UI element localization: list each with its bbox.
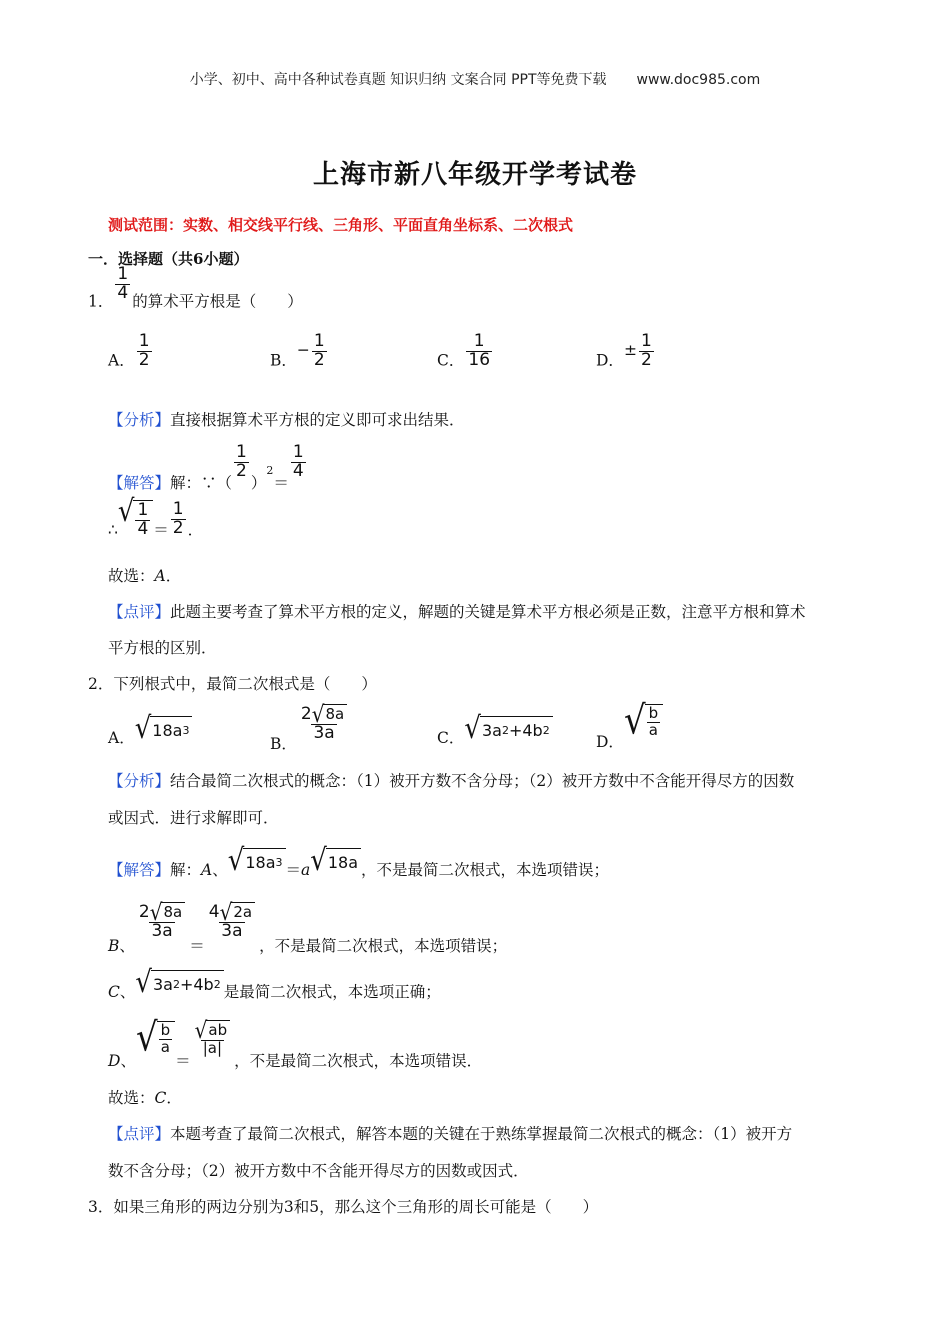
- q1-option-c[interactable]: C． $\frac{1}{16}$: [437, 331, 491, 370]
- q1-option-b-fraction: $\frac{1}{2}$: [313, 331, 325, 370]
- q1-analysis: 【分析】直接根据算术平方根的定义即可求出结果．: [108, 411, 465, 429]
- q2-option-d[interactable]: D． √ $\frac{b}{a}$: [596, 704, 663, 739]
- page-header: [0, 69, 950, 89]
- comment-tag: 【点评】: [108, 603, 171, 621]
- q2-answer-a: 【解答】解：A、 √ 18a 3 ＝a √ 18a ，不是最简二次根式，本选项错误；: [108, 843, 610, 879]
- q2-answer-b: B、 2 √ 8a 3a ＝ 4 √ 2a 3a ，不是最简二次根式，本选项错误；: [108, 898, 508, 956]
- q1-comment-line-2: 平方根的区别．: [108, 639, 217, 657]
- q2-stem: 2．下列根式中，最简二次根式是（ ）: [88, 675, 377, 693]
- q1-option-b[interactable]: B．− $\frac{1}{2}$: [270, 331, 325, 370]
- q1-half: $\frac{1}{2}$: [172, 499, 184, 538]
- test-scope: 测试范围：实数、相交线平行线、三角形、平面直角坐标系、二次根式: [108, 216, 574, 234]
- q1-option-c-fraction: $\frac{1}{16}$: [468, 331, 491, 370]
- q1-number: 1．: [88, 292, 114, 311]
- q1-stem: [88, 264, 303, 321]
- q1-comment-line-1: 【点评】此题主要考查了算术平方根的定义，解题的关键是算术平方根必须是正数，注意平方根和算术: [108, 603, 806, 621]
- q1-option-d[interactable]: D．± $\frac{1}{2}$: [596, 331, 652, 370]
- q2-answer-c: C、 √ 3a 2 +4b 2 是最简二次根式，本选项正确；: [108, 965, 441, 1001]
- q1-choice: 故选：A．: [108, 567, 182, 585]
- q1-answer-frac-2: $\frac{1}{4}$: [292, 442, 304, 481]
- q2-answer-d: D、 √ $\frac{b}{a}$ ＝ √ ab |a| ，不是最简二次根式，本选项错误．: [108, 1015, 483, 1071]
- q3-stem: 3．如果三角形的两边分别为3和5，那么这个三角形的周长可能是（ ）: [88, 1198, 599, 1216]
- q1-stem-fraction: $\frac{1}{4}$: [117, 264, 129, 303]
- q2-choice: 故选：C．: [108, 1089, 182, 1107]
- q1-option-d-fraction: $\frac{1}{2}$: [640, 331, 652, 370]
- analysis-tag: 【分析】: [108, 411, 171, 429]
- header-text: 小学、初中、高中各种试卷真题 知识归纳 文案合同 PPT等免费下载: [189, 72, 607, 88]
- header-url[interactable]: www.doc985.com: [636, 72, 761, 88]
- section-heading: 一．选择题（共6小题）: [88, 250, 249, 268]
- q2-comment-line-2: 数不含分母；（2）被开方数中不含能开得尽方的因数或因式．: [108, 1162, 529, 1180]
- q2-analysis-line-1: 【分析】结合最简二次根式的概念：（1）被开方数不含分母；（2）被开方数中不含能开得尽方的因数: [108, 772, 795, 790]
- q2-option-a[interactable]: A． √ 18a 3: [108, 716, 192, 742]
- q2-option-b[interactable]: B． 2 √ 8a 3a: [270, 704, 351, 743]
- q2-option-c[interactable]: C． √ 3a 2 +4b 2: [437, 716, 553, 742]
- q1-sqrt-quarter: √ $\frac{1}{4}$: [118, 500, 153, 539]
- q1-answer: 【解答】解：∵（ $\frac{1}{2}$ ）2＝ $\frac{1}{4}$: [108, 442, 304, 493]
- q1-option-a[interactable]: A． $\frac{1}{2}$: [108, 331, 150, 370]
- q1-answer-frac-1: $\frac{1}{2}$: [236, 442, 247, 481]
- q1-option-a-fraction: $\frac{1}{2}$: [138, 331, 150, 370]
- page-title: 上海市新八年级开学考试卷: [312, 160, 637, 190]
- answer-tag: 【解答】: [108, 474, 171, 493]
- q2-analysis-line-2: 或因式．进行求解即可．: [108, 809, 279, 827]
- q2-comment-line-1: 【点评】本题考查了最简二次根式，解答本题的关键在于熟练掌握最简二次根式的概念：（1）被开方: [108, 1125, 793, 1143]
- q1-therefore: ∴ √ $\frac{1}{4}$ ＝ $\frac{1}{2}$ ．: [108, 494, 204, 540]
- q1-stem-text: 的算术平方根是（ ）: [132, 292, 303, 311]
